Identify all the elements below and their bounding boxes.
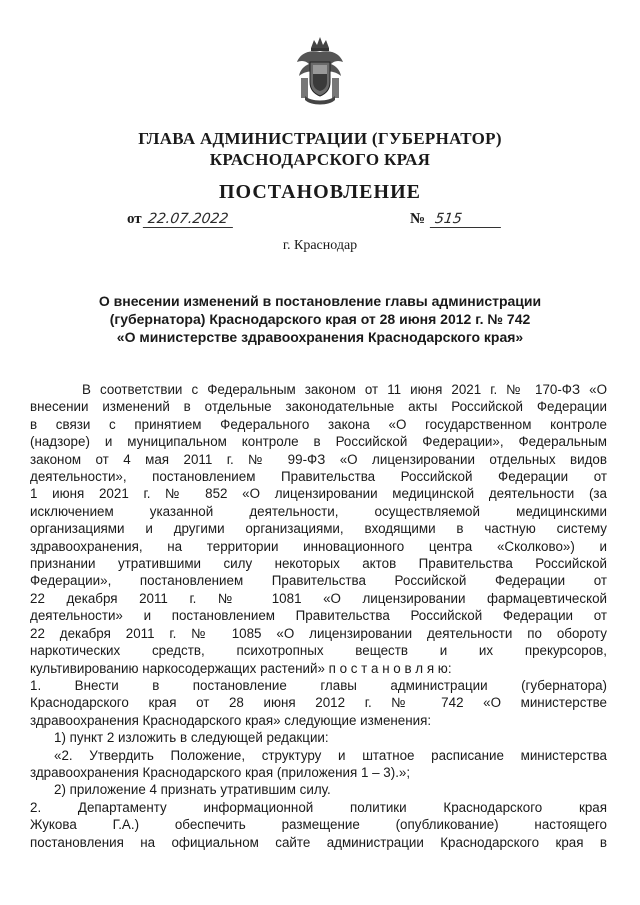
body-line: «2. Утвердить Положение, структуру и штатное расписание министерства [54,747,607,763]
body-line: здравоохранения Краснодарского края (приложения 1 – 3).»; [30,764,411,780]
number-field [410,211,502,228]
body-line: (надзоре) и муниципальном контроле в Российской Федерации», Федеральным [30,434,607,450]
body-line: деятельности», постановлением Правительства Российской Федерации от [30,469,607,485]
number-prefix: № [410,211,426,227]
body-line: 2. Департаменту информационной политики Краснодарского края [30,799,607,815]
body-line: признании утратившими силу некоторых актов Правительства Российской [30,556,607,572]
subject-line-1: О внесении изменений в постановление главы администрации [98,293,542,309]
body-line: здравоохранения Краснодарского края» следующие изменения: [30,712,432,728]
document-body [30,381,607,851]
body-line: организациями и другими организациями, входящими в частную систему [30,521,607,537]
body-line: культивированию наркосодержащих растений» п о с т а н о в л я ю: [30,660,452,676]
document-subject [60,292,580,346]
authority-line-2: КРАСНОДАРСКОГО КРАЯ [209,150,431,169]
city: г. Краснодар [282,238,358,253]
coat-of-arms-icon [293,34,347,108]
date-field [127,211,234,228]
body-line: наркотических средств, психотропных веществ и их прекурсоров, [30,643,607,659]
date-value: 22.07.2022 [142,211,235,228]
body-line: 22 декабря 2011 г. № 1081 «О лицензировании фармацевтической [30,590,607,606]
body-line: деятельности» и постановлением Правительства Российской Федерации от [30,608,607,624]
body-line: 1 июня 2021 г. № 852 «О лицензировании медицинской деятельности (за [30,486,607,502]
body-line: 1. Внести в постановление главы администрации (губернатора) [30,677,607,693]
body-line: исключением указанной деятельности, осуществляемой медицинскими [30,503,607,519]
body-line: 1) пункт 2 изложить в следующей редакции: [54,730,329,746]
number-value: 515 [430,211,503,228]
document-type: ПОСТАНОВЛЕНИЕ [219,181,421,203]
body-line: постановления на официальном сайте администрации Краснодарского края в [30,834,607,850]
body-line: законом от 4 мая 2011 г. № 99-ФЗ «О лицензировании отдельных видов [30,451,607,467]
issuing-authority [0,128,640,170]
body-line: В соответствии с Федеральным законом от 11 июня 2021 г. № 170-ФЗ «О [82,382,607,397]
subject-line-2: (губернатора) Краснодарского края от 28 июня 2012 г. № 742 [109,311,531,327]
body-line: 2) приложение 4 признать утратившим силу. [54,782,331,798]
body-line: 22 декабря 2011 г. № 1085 «О лицензировании деятельности по обороту [30,625,607,641]
authority-line-1: ГЛАВА АДМИНИСТРАЦИИ (ГУБЕРНАТОР) [138,129,502,148]
date-prefix: от [127,211,142,227]
body-line: внесении изменений в отдельные законодательные акты Российской Федерации [30,399,607,415]
body-line: Федерации», постановлением Правительства Российской Федерации от [30,573,607,589]
subject-line-3: «О министерстве здравоохранения Краснодарского края» [116,329,524,345]
body-line: здравоохранения, на территории инновационного центра «Сколково») и [30,538,607,554]
body-line: Краснодарского края от 28 июня 2012 г. № 742 «О министерстве [30,695,607,711]
body-line: в связи с принятием Федерального закона «О государственном контроле [30,416,607,432]
body-line: Жукова Г.А.) обеспечить размещение (опубликование) настоящего [30,817,607,833]
